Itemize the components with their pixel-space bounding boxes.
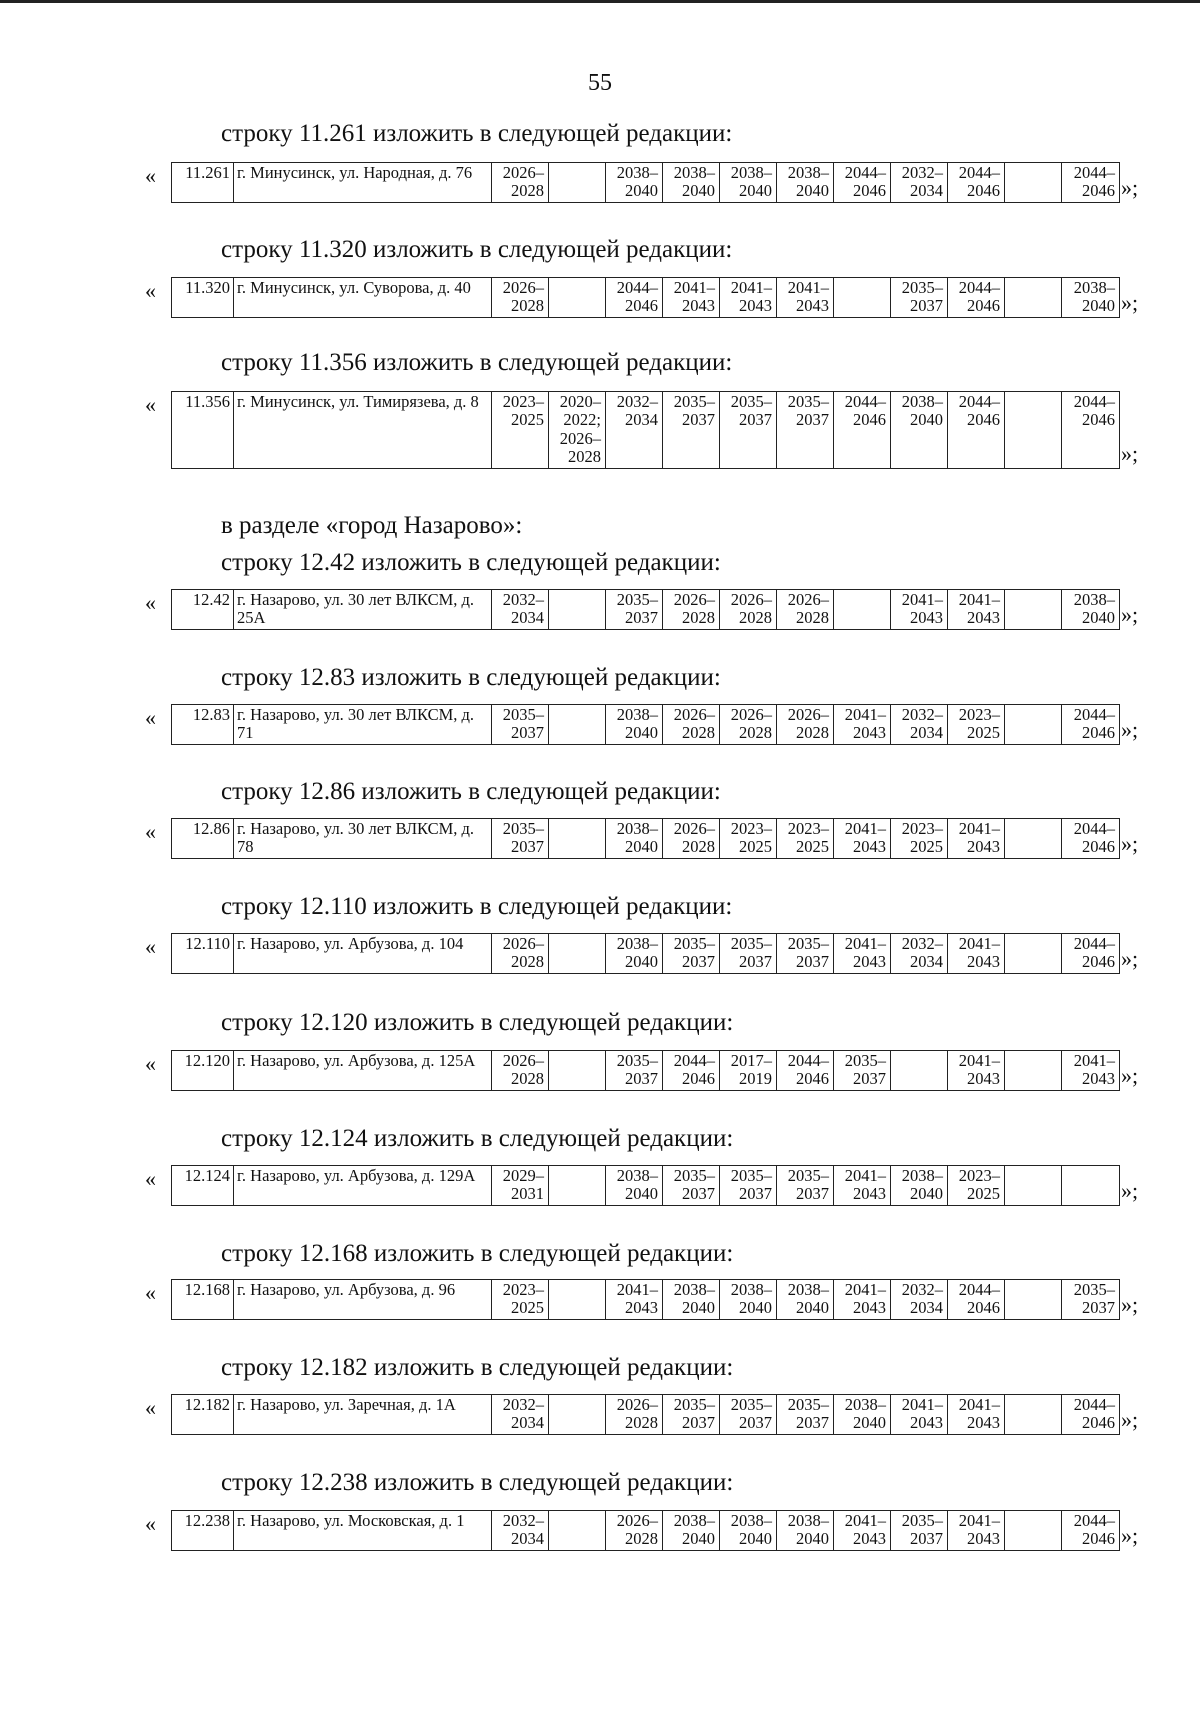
opening-quote: « bbox=[145, 590, 156, 615]
row-instruction-heading: строку 12.83 изложить в следующей редакции: bbox=[221, 664, 721, 691]
row-number-cell: 11.356 bbox=[172, 392, 234, 469]
closing-quote: »; bbox=[1121, 440, 1139, 466]
period-cell: 2026– 2028 bbox=[777, 705, 834, 745]
row-instruction-heading: строку 12.120 изложить в следующей редакции: bbox=[221, 1009, 734, 1036]
period-cell: 2026– 2028 bbox=[777, 590, 834, 630]
closing-quote: »; bbox=[1121, 1291, 1139, 1317]
period-cell: 2035– 2037 bbox=[606, 590, 663, 630]
top-border-line bbox=[0, 0, 1200, 3]
period-cell bbox=[549, 819, 606, 859]
section-heading: в разделе «город Назарово»: bbox=[221, 512, 523, 539]
row-instruction-heading: строку 12.182 изложить в следующей редакции: bbox=[221, 1354, 734, 1381]
period-cell: 2038– 2040 bbox=[663, 1280, 720, 1320]
period-cell bbox=[891, 1051, 948, 1091]
period-cell: 2035– 2037 bbox=[777, 1166, 834, 1206]
period-cell bbox=[549, 1280, 606, 1320]
period-cell bbox=[1005, 392, 1062, 469]
period-cell bbox=[1062, 1166, 1120, 1206]
period-cell: 2026– 2028 bbox=[492, 163, 549, 203]
period-cell: 2044– 2046 bbox=[606, 278, 663, 318]
period-cell bbox=[1005, 1280, 1062, 1320]
closing-quote: »; bbox=[1121, 945, 1139, 971]
period-cell: 2038– 2040 bbox=[720, 1511, 777, 1551]
replacement-row-table bbox=[171, 933, 1120, 974]
period-cell: 2035– 2037 bbox=[663, 1166, 720, 1206]
period-cell: 2044– 2046 bbox=[1062, 1511, 1120, 1551]
row-instruction-heading: строку 12.168 изложить в следующей редакции: bbox=[221, 1240, 734, 1267]
address-cell: г. Назарово, ул. Арбузова, д. 96 bbox=[234, 1280, 492, 1320]
row-instruction-heading: строку 12.42 изложить в следующей редакции: bbox=[221, 549, 721, 576]
period-cell: 2041– 2043 bbox=[834, 1280, 891, 1320]
period-cell: 2038– 2040 bbox=[1062, 590, 1120, 630]
period-cell: 2044– 2046 bbox=[1062, 163, 1120, 203]
opening-quote: « bbox=[145, 1051, 156, 1076]
period-cell: 2035– 2037 bbox=[720, 392, 777, 469]
period-cell: 2041– 2043 bbox=[948, 590, 1005, 630]
address-cell: г. Назарово, ул. Арбузова, д. 125А bbox=[234, 1051, 492, 1091]
period-cell: 2026– 2028 bbox=[492, 278, 549, 318]
period-cell: 2038– 2040 bbox=[777, 163, 834, 203]
period-cell: 2035– 2037 bbox=[720, 934, 777, 974]
period-cell: 2041– 2043 bbox=[948, 1051, 1005, 1091]
period-cell bbox=[549, 934, 606, 974]
table-row bbox=[172, 278, 1120, 318]
opening-quote: « bbox=[145, 1511, 156, 1536]
closing-quote: »; bbox=[1121, 174, 1139, 200]
period-cell: 2035– 2037 bbox=[663, 934, 720, 974]
address-cell: г. Минусинск, ул. Суворова, д. 40 bbox=[234, 278, 492, 318]
table-row bbox=[172, 934, 1120, 974]
period-cell: 2041– 2043 bbox=[663, 278, 720, 318]
replacement-row-table bbox=[171, 704, 1120, 745]
replacement-row-table bbox=[171, 589, 1120, 630]
opening-quote: « bbox=[145, 1395, 156, 1420]
period-cell: 2041– 2043 bbox=[891, 590, 948, 630]
period-cell: 2044– 2046 bbox=[1062, 819, 1120, 859]
period-cell: 2032– 2034 bbox=[492, 590, 549, 630]
period-cell: 2023– 2025 bbox=[948, 1166, 1005, 1206]
period-cell: 2026– 2028 bbox=[492, 934, 549, 974]
table-row bbox=[172, 1051, 1120, 1091]
period-cell: 2044– 2046 bbox=[948, 392, 1005, 469]
address-cell: г. Назарово, ул. Арбузова, д. 104 bbox=[234, 934, 492, 974]
period-cell bbox=[1005, 705, 1062, 745]
period-cell: 2038– 2040 bbox=[777, 1511, 834, 1551]
period-cell: 2020– 2022; 2026– 2028 bbox=[549, 392, 606, 469]
period-cell bbox=[549, 1051, 606, 1091]
row-number-cell: 12.168 bbox=[172, 1280, 234, 1320]
period-cell: 2032– 2034 bbox=[891, 934, 948, 974]
period-cell: 2041– 2043 bbox=[891, 1395, 948, 1435]
period-cell: 2044– 2046 bbox=[948, 163, 1005, 203]
period-cell bbox=[549, 163, 606, 203]
opening-quote: « bbox=[145, 1166, 156, 1191]
row-number-cell: 12.110 bbox=[172, 934, 234, 974]
period-cell: 2026– 2028 bbox=[492, 1051, 549, 1091]
table-row bbox=[172, 705, 1120, 745]
table-row bbox=[172, 1511, 1120, 1551]
period-cell: 2041– 2043 bbox=[948, 934, 1005, 974]
period-cell: 2038– 2040 bbox=[606, 163, 663, 203]
row-number-cell: 12.42 bbox=[172, 590, 234, 630]
period-cell: 2032– 2034 bbox=[891, 1280, 948, 1320]
replacement-row-table bbox=[171, 1510, 1120, 1551]
period-cell: 2035– 2037 bbox=[663, 392, 720, 469]
period-cell: 2038– 2040 bbox=[606, 819, 663, 859]
period-cell: 2035– 2037 bbox=[663, 1395, 720, 1435]
period-cell: 2026– 2028 bbox=[663, 705, 720, 745]
table-row bbox=[172, 163, 1120, 203]
closing-quote: »; bbox=[1121, 1522, 1139, 1548]
period-cell: 2035– 2037 bbox=[777, 1395, 834, 1435]
row-instruction-heading: строку 12.124 изложить в следующей редакции: bbox=[221, 1125, 734, 1152]
period-cell: 2038– 2040 bbox=[891, 392, 948, 469]
table-row bbox=[172, 590, 1120, 630]
period-cell: 2023– 2025 bbox=[492, 1280, 549, 1320]
period-cell bbox=[549, 1166, 606, 1206]
period-cell bbox=[1005, 1395, 1062, 1435]
period-cell: 2041– 2043 bbox=[720, 278, 777, 318]
period-cell: 2035– 2037 bbox=[891, 278, 948, 318]
period-cell bbox=[1005, 590, 1062, 630]
period-cell: 2044– 2046 bbox=[1062, 705, 1120, 745]
address-cell: г. Назарово, ул. 30 лет ВЛКСМ, д. 71 bbox=[234, 705, 492, 745]
period-cell bbox=[1005, 934, 1062, 974]
period-cell: 2041– 2043 bbox=[834, 1166, 891, 1206]
period-cell: 2041– 2043 bbox=[948, 819, 1005, 859]
period-cell bbox=[834, 278, 891, 318]
closing-quote: »; bbox=[1121, 601, 1139, 627]
period-cell bbox=[549, 705, 606, 745]
period-cell: 2038– 2040 bbox=[891, 1166, 948, 1206]
row-number-cell: 12.238 bbox=[172, 1511, 234, 1551]
period-cell: 2035– 2037 bbox=[720, 1395, 777, 1435]
row-number-cell: 12.182 bbox=[172, 1395, 234, 1435]
period-cell: 2038– 2040 bbox=[606, 1166, 663, 1206]
row-number-cell: 11.261 bbox=[172, 163, 234, 203]
period-cell bbox=[549, 1511, 606, 1551]
replacement-row-table bbox=[171, 277, 1120, 318]
period-cell: 2026– 2028 bbox=[606, 1511, 663, 1551]
row-instruction-heading: строку 11.261 изложить в следующей редакции: bbox=[221, 120, 733, 147]
period-cell: 2038– 2040 bbox=[663, 1511, 720, 1551]
closing-quote: »; bbox=[1121, 1177, 1139, 1203]
table-row bbox=[172, 1280, 1120, 1320]
period-cell: 2017– 2019 bbox=[720, 1051, 777, 1091]
address-cell: г. Назарово, ул. 30 лет ВЛКСМ, д. 78 bbox=[234, 819, 492, 859]
period-cell: 2044– 2046 bbox=[948, 1280, 1005, 1320]
opening-quote: « bbox=[145, 163, 156, 188]
period-cell: 2038– 2040 bbox=[777, 1280, 834, 1320]
period-cell: 2041– 2043 bbox=[606, 1280, 663, 1320]
period-cell: 2038– 2040 bbox=[834, 1395, 891, 1435]
period-cell: 2044– 2046 bbox=[663, 1051, 720, 1091]
row-instruction-heading: строку 11.356 изложить в следующей редакции: bbox=[221, 349, 733, 376]
opening-quote: « bbox=[145, 1280, 156, 1305]
period-cell bbox=[549, 590, 606, 630]
period-cell: 2035– 2037 bbox=[1062, 1280, 1120, 1320]
period-cell: 2041– 2043 bbox=[777, 278, 834, 318]
row-number-cell: 12.86 bbox=[172, 819, 234, 859]
period-cell: 2038– 2040 bbox=[606, 934, 663, 974]
table-row bbox=[172, 1166, 1120, 1206]
closing-quote: »; bbox=[1121, 1062, 1139, 1088]
period-cell: 2041– 2043 bbox=[834, 1511, 891, 1551]
replacement-row-table bbox=[171, 1394, 1120, 1435]
row-instruction-heading: строку 11.320 изложить в следующей редакции: bbox=[221, 236, 733, 263]
period-cell bbox=[834, 590, 891, 630]
period-cell: 2038– 2040 bbox=[720, 163, 777, 203]
row-instruction-heading: строку 12.238 изложить в следующей редакции: bbox=[221, 1469, 734, 1496]
row-instruction-heading: строку 12.110 изложить в следующей редакции: bbox=[221, 893, 733, 920]
period-cell: 2038– 2040 bbox=[1062, 278, 1120, 318]
period-cell bbox=[549, 278, 606, 318]
period-cell bbox=[1005, 1051, 1062, 1091]
opening-quote: « bbox=[145, 819, 156, 844]
period-cell: 2023– 2025 bbox=[777, 819, 834, 859]
period-cell: 2041– 2043 bbox=[1062, 1051, 1120, 1091]
period-cell bbox=[1005, 278, 1062, 318]
period-cell: 2032– 2034 bbox=[492, 1511, 549, 1551]
period-cell: 2026– 2028 bbox=[663, 819, 720, 859]
period-cell: 2023– 2025 bbox=[891, 819, 948, 859]
replacement-row-table bbox=[171, 818, 1120, 859]
period-cell bbox=[1005, 163, 1062, 203]
period-cell bbox=[549, 1395, 606, 1435]
period-cell: 2032– 2034 bbox=[492, 1395, 549, 1435]
period-cell: 2044– 2046 bbox=[777, 1051, 834, 1091]
page-number: 55 bbox=[588, 70, 612, 96]
opening-quote: « bbox=[145, 392, 156, 417]
period-cell: 2035– 2037 bbox=[891, 1511, 948, 1551]
period-cell: 2041– 2043 bbox=[948, 1511, 1005, 1551]
closing-quote: »; bbox=[1121, 830, 1139, 856]
period-cell: 2035– 2037 bbox=[720, 1166, 777, 1206]
period-cell bbox=[1005, 1166, 1062, 1206]
period-cell: 2026– 2028 bbox=[663, 590, 720, 630]
opening-quote: « bbox=[145, 705, 156, 730]
period-cell: 2035– 2037 bbox=[777, 934, 834, 974]
row-number-cell: 12.83 bbox=[172, 705, 234, 745]
period-cell: 2044– 2046 bbox=[834, 163, 891, 203]
period-cell: 2029– 2031 bbox=[492, 1166, 549, 1206]
table-row bbox=[172, 392, 1120, 469]
closing-quote: »; bbox=[1121, 716, 1139, 742]
period-cell: 2035– 2037 bbox=[606, 1051, 663, 1091]
period-cell: 2026– 2028 bbox=[720, 705, 777, 745]
period-cell: 2044– 2046 bbox=[1062, 934, 1120, 974]
period-cell: 2041– 2043 bbox=[948, 1395, 1005, 1435]
table-row bbox=[172, 1395, 1120, 1435]
period-cell: 2023– 2025 bbox=[492, 392, 549, 469]
row-number-cell: 11.320 bbox=[172, 278, 234, 318]
period-cell: 2044– 2046 bbox=[948, 278, 1005, 318]
replacement-row-table bbox=[171, 1050, 1120, 1091]
period-cell: 2032– 2034 bbox=[606, 392, 663, 469]
period-cell: 2038– 2040 bbox=[606, 705, 663, 745]
period-cell: 2032– 2034 bbox=[891, 705, 948, 745]
address-cell: г. Назарово, ул. 30 лет ВЛКСМ, д. 25А bbox=[234, 590, 492, 630]
address-cell: г. Минусинск, ул. Народная, д. 76 bbox=[234, 163, 492, 203]
address-cell: г. Назарово, ул. Арбузова, д. 129А bbox=[234, 1166, 492, 1206]
period-cell: 2041– 2043 bbox=[834, 934, 891, 974]
replacement-row-table bbox=[171, 1165, 1120, 1206]
address-cell: г. Назарово, ул. Московская, д. 1 bbox=[234, 1511, 492, 1551]
opening-quote: « bbox=[145, 278, 156, 303]
period-cell: 2026– 2028 bbox=[606, 1395, 663, 1435]
row-number-cell: 12.124 bbox=[172, 1166, 234, 1206]
period-cell: 2035– 2037 bbox=[777, 392, 834, 469]
period-cell: 2032– 2034 bbox=[891, 163, 948, 203]
address-cell: г. Минусинск, ул. Тимирязева, д. 8 bbox=[234, 392, 492, 469]
replacement-row-table bbox=[171, 391, 1120, 469]
period-cell: 2026– 2028 bbox=[720, 590, 777, 630]
period-cell: 2044– 2046 bbox=[1062, 392, 1120, 469]
closing-quote: »; bbox=[1121, 1406, 1139, 1432]
period-cell: 2035– 2037 bbox=[834, 1051, 891, 1091]
period-cell: 2044– 2046 bbox=[1062, 1395, 1120, 1435]
table-row bbox=[172, 819, 1120, 859]
period-cell bbox=[1005, 1511, 1062, 1551]
period-cell: 2023– 2025 bbox=[720, 819, 777, 859]
opening-quote: « bbox=[145, 934, 156, 959]
replacement-row-table bbox=[171, 162, 1120, 203]
closing-quote: »; bbox=[1121, 289, 1139, 315]
replacement-row-table bbox=[171, 1279, 1120, 1320]
period-cell: 2038– 2040 bbox=[663, 163, 720, 203]
period-cell: 2038– 2040 bbox=[720, 1280, 777, 1320]
period-cell: 2035– 2037 bbox=[492, 819, 549, 859]
row-number-cell: 12.120 bbox=[172, 1051, 234, 1091]
period-cell: 2041– 2043 bbox=[834, 705, 891, 745]
period-cell: 2041– 2043 bbox=[834, 819, 891, 859]
address-cell: г. Назарово, ул. Заречная, д. 1А bbox=[234, 1395, 492, 1435]
period-cell: 2035– 2037 bbox=[492, 705, 549, 745]
period-cell: 2044– 2046 bbox=[834, 392, 891, 469]
period-cell: 2023– 2025 bbox=[948, 705, 1005, 745]
row-instruction-heading: строку 12.86 изложить в следующей редакции: bbox=[221, 778, 721, 805]
period-cell bbox=[1005, 819, 1062, 859]
